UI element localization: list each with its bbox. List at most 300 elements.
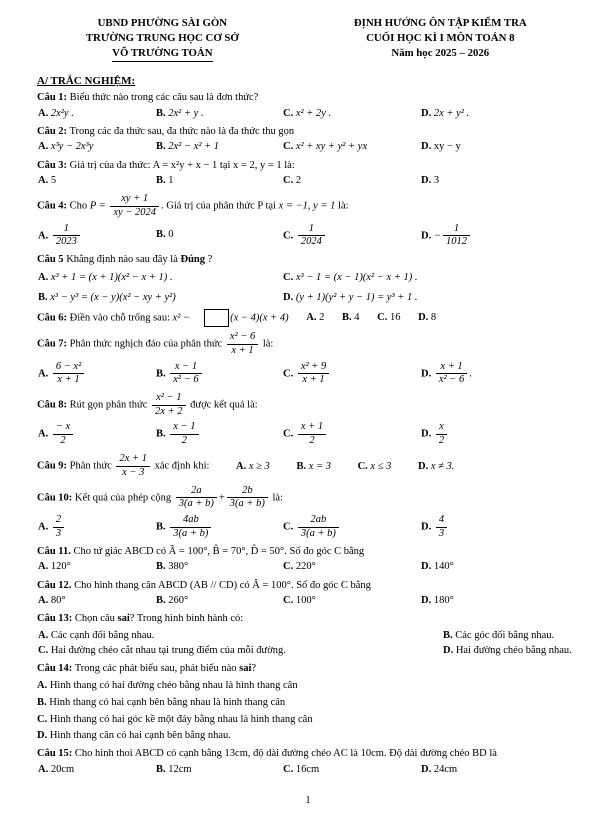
q14-option-d-label: D. xyxy=(37,730,48,742)
question-4-math-1: P = xyxy=(89,200,106,212)
fraction-numerator: x² − 6 xyxy=(227,331,258,345)
question-11-label: Câu 11. xyxy=(37,545,71,557)
question-7-label: Câu 7: xyxy=(37,338,68,350)
q8-option-d-fraction xyxy=(436,421,447,447)
q4-option-c xyxy=(283,222,421,250)
q4-option-d-label: D. xyxy=(421,230,432,242)
q2-option-d xyxy=(421,140,582,155)
q13-option-c-value: Hai đường chéo cắt nhau tại trung điểm của mỗi đường. xyxy=(50,645,286,657)
header-school-name xyxy=(37,46,288,62)
q8-option-c-label: C. xyxy=(283,428,294,440)
q3-option-c-value: 2 xyxy=(295,175,302,187)
q5-option-c xyxy=(283,271,582,286)
question-13-text-2: ? Trong hình bình hành có: xyxy=(129,613,244,625)
q4-option-c-label: C. xyxy=(283,230,294,242)
q13-option-d-label: D. xyxy=(443,645,454,657)
q3-option-d-value: 3 xyxy=(433,175,440,187)
question-13 xyxy=(37,612,582,627)
question-11 xyxy=(37,545,582,560)
fraction-denominator: xy − 2024 xyxy=(113,207,157,219)
question-13-emphasis: sai xyxy=(117,613,130,625)
q11-option-c xyxy=(283,560,421,575)
q12-option-c-value: 100° xyxy=(295,595,316,607)
q5-option-b-label: B. xyxy=(38,291,48,303)
question-14-emphasis: sai xyxy=(239,663,252,675)
question-10-text-2: là: xyxy=(269,492,283,504)
q2-option-a-value: x³y − 2x³y xyxy=(50,141,94,153)
question-5-emphasis: Đúng xyxy=(180,254,206,266)
q8-option-d xyxy=(421,420,582,448)
q15-option-d xyxy=(421,763,582,778)
question-7-text-2: là: xyxy=(260,338,274,350)
question-6-math-1: x² − xyxy=(172,312,191,324)
q1-option-a-label: A. xyxy=(38,107,49,119)
q12-option-b-label: B. xyxy=(156,595,166,607)
q2-option-b-value: 2x² − x² + 1 xyxy=(168,141,220,153)
question-9-fraction xyxy=(116,453,150,479)
question-3-text: Giá trị của đa thức: A = x²y + x − 1 tại x = 2, y = 1 là: xyxy=(69,159,295,171)
q1-option-c-value: x² + 2y . xyxy=(295,107,332,119)
q2-option-d-label: D. xyxy=(421,141,432,153)
question-9-text-1: Phân thức xyxy=(69,460,115,472)
q9-option-b-value: x = 3 xyxy=(308,460,331,472)
q1-option-b-value: 2x² + y . xyxy=(168,107,204,119)
q4-option-a xyxy=(38,222,156,250)
q13-option-b xyxy=(443,628,582,643)
question-4-label: Câu 4: xyxy=(37,200,68,212)
q15-option-b-value: 12cm xyxy=(168,763,192,775)
header-school-year: Năm học 2025 – 2026 xyxy=(391,47,490,60)
q2-option-d-value: xy − y xyxy=(433,141,461,153)
q5-option-b xyxy=(38,291,283,306)
q14-option-b-value: Hình thang có hai cạnh bên bằng nhau là hình thang cân xyxy=(49,696,286,708)
question-7-options xyxy=(38,360,582,388)
fraction-denominator: 3(a + b) xyxy=(173,527,209,539)
q5-option-b-value: x³ − y³ = (x − y)(x² − xy + y²) xyxy=(50,291,176,303)
fraction-numerator: x xyxy=(436,421,447,435)
q15-option-d-label: D. xyxy=(421,763,432,775)
q3-option-c xyxy=(283,174,421,189)
q10-option-c-fraction xyxy=(298,514,339,540)
question-13-options xyxy=(38,628,582,658)
question-5-label: Câu 5 xyxy=(37,254,64,266)
question-5 xyxy=(37,253,582,268)
question-8-options xyxy=(38,420,582,448)
question-13-label: Câu 13: xyxy=(37,613,73,625)
fraction-numerator: 2a xyxy=(176,485,217,499)
question-15-options xyxy=(38,763,582,778)
page-number: 1 xyxy=(305,795,311,806)
question-12-options xyxy=(38,594,582,609)
q2-option-b-label: B. xyxy=(156,141,166,153)
q8-option-a-fraction xyxy=(53,421,73,447)
question-10-label: Câu 10: xyxy=(37,492,73,504)
question-7 xyxy=(37,330,582,358)
q15-option-c xyxy=(283,763,421,778)
q3-option-b xyxy=(156,174,283,189)
fraction-denominator: x² − 6 xyxy=(438,374,465,386)
question-3 xyxy=(37,159,582,174)
q6-option-c-value: 16 xyxy=(389,312,401,324)
q14-option-a xyxy=(37,678,582,693)
q5-option-c-value: x³ − 1 = (x − 1)(x² − x + 1) . xyxy=(295,272,418,284)
q7-option-d xyxy=(421,360,582,388)
q11-option-a xyxy=(38,560,156,575)
q3-option-b-label: B. xyxy=(156,175,166,187)
q11-option-b xyxy=(156,560,283,575)
question-13-text-1: Chọn câu xyxy=(74,613,118,625)
q2-option-a-label: A. xyxy=(38,141,49,153)
q3-option-a-value: 5 xyxy=(50,175,57,187)
question-12 xyxy=(37,579,582,594)
q1-option-d-label: D. xyxy=(421,107,432,119)
question-1-options xyxy=(38,107,582,122)
q6-option-d-label: D. xyxy=(418,312,429,324)
question-4-text-3: là: xyxy=(335,200,349,212)
q9-option-b xyxy=(296,461,331,472)
q6-option-b-value: 4 xyxy=(354,312,360,324)
q11-option-a-label: A. xyxy=(38,561,49,573)
q1-option-d-value: 2x + y² . xyxy=(433,107,470,119)
q14-option-a-value: Hình thang có hai đường chéo bằng nhau là hình thang cân xyxy=(49,680,298,692)
fraction-numerator: x − 1 xyxy=(170,361,201,375)
header-school-block xyxy=(37,16,288,62)
q10-option-a-fraction xyxy=(53,514,64,540)
question-11-options xyxy=(38,560,582,575)
question-8 xyxy=(37,391,582,419)
q4-option-b-label: B. xyxy=(156,229,166,241)
q11-option-c-value: 220° xyxy=(295,561,316,573)
q13-option-a xyxy=(38,628,443,643)
question-9 xyxy=(37,452,582,480)
q4-option-b-value: 0 xyxy=(168,229,174,241)
q15-option-b-label: B. xyxy=(156,763,166,775)
q10-option-a-label: A. xyxy=(38,521,49,533)
q8-option-b-label: B. xyxy=(156,428,166,440)
question-1 xyxy=(37,91,582,106)
fraction-numerator: 4 xyxy=(436,514,447,528)
q6-option-d xyxy=(418,312,436,323)
q14-option-d-value: Hình thang cân có hai cạnh bên bằng nhau. xyxy=(49,730,231,742)
question-1-text: Biểu thức nào trong các câu sau là đơn thức? xyxy=(69,91,259,103)
fraction-numerator: 1 xyxy=(53,223,80,237)
question-5-text-1: Khẳng định nào sau đây là xyxy=(66,254,181,266)
q2-option-c-label: C. xyxy=(283,141,294,153)
q14-option-a-label: A. xyxy=(37,680,48,692)
q10-option-d-label: D. xyxy=(421,521,432,533)
q13-option-b-label: B. xyxy=(443,630,453,642)
q11-option-b-label: B. xyxy=(156,561,166,573)
q6-option-a-value: 2 xyxy=(319,312,325,324)
q15-option-c-label: C. xyxy=(283,763,294,775)
fraction-denominator: x − 3 xyxy=(122,466,145,478)
q10-option-b xyxy=(156,513,283,541)
header-exam-title: ĐỊNH HƯỚNG ÔN TẬP KIỂM TRA xyxy=(353,17,527,29)
q3-option-a xyxy=(38,174,156,189)
q13-option-d-value: Hai đường chéo bằng nhau. xyxy=(455,645,572,657)
question-12-label: Câu 12. xyxy=(37,579,72,591)
q5-option-c-label: C. xyxy=(283,272,294,284)
question-15 xyxy=(37,747,582,762)
q12-option-c xyxy=(283,594,421,609)
q8-option-b-fraction xyxy=(170,421,198,447)
header-school-name-text: VÕ TRƯỜNG TOẢN xyxy=(112,46,212,62)
q13-option-c xyxy=(38,643,443,658)
q4-option-b xyxy=(156,228,283,243)
fraction-numerator: x² − 1 xyxy=(152,392,186,406)
q7-option-b-label: B. xyxy=(156,368,166,380)
q13-option-a-label: A. xyxy=(38,630,49,642)
q15-option-a-label: A. xyxy=(38,763,49,775)
q6-option-c xyxy=(377,312,400,323)
q10-option-c xyxy=(283,513,421,541)
question-7-text-1: Phân thức nghịch đảo của phân thức xyxy=(69,338,225,350)
question-14-label: Câu 14: xyxy=(37,663,73,675)
header-exam-subject: CUỐI HỌC KÌ I MÔN TOÁN 8 xyxy=(366,32,515,45)
q7-option-d-fraction xyxy=(436,361,467,387)
fraction-denominator: 2 xyxy=(309,435,315,447)
q7-option-b xyxy=(156,360,283,388)
question-6-math-2: (x − 4)(x + 4) xyxy=(230,312,289,324)
q12-option-b xyxy=(156,594,283,609)
question-6-label: Câu 6: xyxy=(37,312,68,324)
question-5-text-2: ? xyxy=(205,254,213,266)
q9-option-d xyxy=(418,461,454,472)
question-4-options xyxy=(38,222,582,250)
fraction-denominator: 2024 xyxy=(300,236,322,248)
q11-option-a-value: 120° xyxy=(50,561,71,573)
q3-option-b-value: 1 xyxy=(168,175,174,187)
q7-option-c-label: C. xyxy=(283,368,294,380)
question-10-options xyxy=(38,513,582,541)
q15-option-b xyxy=(156,763,283,778)
q15-option-c-value: 16cm xyxy=(295,763,320,775)
q7-option-c xyxy=(283,360,421,388)
q5-option-a-label: A. xyxy=(38,272,49,284)
question-1-label: Câu 1: xyxy=(37,91,68,103)
q7-option-d-suffix: . xyxy=(469,368,472,380)
q5-option-d xyxy=(283,291,582,306)
question-7-fraction xyxy=(227,331,258,357)
q1-option-c-label: C. xyxy=(283,107,294,119)
fraction-denominator: 3(a + b) xyxy=(300,527,336,539)
q14-option-b-label: B. xyxy=(37,696,47,708)
q2-option-c xyxy=(283,140,421,155)
fraction-numerator: x² + 9 xyxy=(298,361,329,375)
question-9-label: Câu 9: xyxy=(37,460,68,472)
q1-option-c xyxy=(283,107,421,122)
q8-option-a-label: A. xyxy=(38,428,49,440)
q5-option-d-label: D. xyxy=(283,291,294,303)
section-title-text: A/ TRẮC NGHIỆM: xyxy=(37,75,136,88)
question-14-text-1: Trong các phát biểu sau, phát biểu nào xyxy=(74,663,240,675)
question-4 xyxy=(37,192,582,220)
q15-option-d-value: 24cm xyxy=(433,763,458,775)
fraction-numerator: 4ab xyxy=(170,514,211,528)
q13-option-d xyxy=(443,643,582,658)
q10-option-b-fraction xyxy=(170,514,211,540)
q14-option-b xyxy=(37,695,582,710)
q8-option-c xyxy=(283,420,421,448)
fraction-denominator: 3(a + b) xyxy=(178,498,214,510)
question-2 xyxy=(37,125,582,140)
question-15-text: Cho hình thoi ABCD có cạnh bằng 13cm, độ dài đường chéo AC là 10cm. Độ dài đường chéo BD là xyxy=(74,748,497,760)
q7-option-a-fraction xyxy=(53,361,84,387)
fraction-denominator: 3(a + b) xyxy=(229,498,265,510)
fraction-numerator: x + 1 xyxy=(436,361,467,375)
q13-option-b-value: Các góc đối bằng nhau. xyxy=(455,630,555,642)
q11-option-d-label: D. xyxy=(421,561,432,573)
header-ward-name: UBND PHƯỜNG SÀI GÒN xyxy=(97,17,228,29)
q13-option-a-value: Các cạnh đối bằng nhau. xyxy=(50,630,155,642)
q12-option-d-label: D. xyxy=(421,595,432,607)
q12-option-d-value: 180° xyxy=(433,595,454,607)
question-3-options xyxy=(38,174,582,189)
question-2-label: Câu 2: xyxy=(37,125,68,137)
q1-option-b xyxy=(156,107,283,122)
question-11-text: Cho tứ giác ABCD có Â = 100°, B̂ = 70°, D̂ = 50°. Số đo góc C bằng xyxy=(73,545,365,557)
q10-option-d-fraction xyxy=(436,514,447,540)
fraction-denominator: 1012 xyxy=(445,236,467,248)
q12-option-d xyxy=(421,594,582,609)
question-2-text: Trong các đa thức sau, đa thức nào là đa thức thu gọn xyxy=(69,125,295,137)
fraction-numerator: 2 xyxy=(53,514,64,528)
question-3-label: Câu 3: xyxy=(37,159,68,171)
q12-option-b-value: 260° xyxy=(168,595,189,607)
fraction-numerator: xy + 1 xyxy=(110,193,159,207)
q8-option-b xyxy=(156,420,283,448)
q7-option-a-label: A. xyxy=(38,368,49,380)
q5-option-a-value: x³ + 1 = (x + 1)(x² − x + 1) . xyxy=(50,272,173,284)
question-8-text-2: được kết quả là: xyxy=(187,399,258,411)
q14-option-c-label: C. xyxy=(37,713,48,725)
q6-option-a xyxy=(306,312,324,323)
fraction-numerator: 2ab xyxy=(298,514,339,528)
q9-option-d-value: x ≠ 3. xyxy=(430,460,455,472)
fraction-denominator: 3 xyxy=(438,527,445,539)
q9-option-b-label: B. xyxy=(296,460,307,472)
question-12-text: Cho hình thang cân ABCD (AB // CD) có Â = 100°. Số đo góc C bằng xyxy=(74,579,371,591)
q6-option-b xyxy=(342,312,360,323)
fraction-numerator: x + 1 xyxy=(298,421,326,435)
question-8-fraction xyxy=(152,392,186,418)
question-4-text-1: Cho xyxy=(69,200,90,212)
q3-option-d-label: D. xyxy=(421,175,432,187)
q15-option-a-value: 20cm xyxy=(50,763,75,775)
q6-option-b-label: B. xyxy=(341,312,352,324)
q11-option-b-value: 380° xyxy=(168,561,189,573)
fraction-denominator: x + 1 xyxy=(302,374,325,386)
q8-option-c-fraction xyxy=(298,421,326,447)
q2-option-a xyxy=(38,140,156,155)
question-8-text-1: Rút gọn phân thức xyxy=(69,399,151,411)
question-9-text-2: xác định khi: xyxy=(151,460,210,472)
q11-option-c-label: C. xyxy=(283,561,294,573)
fraction-numerator: − x xyxy=(53,421,73,435)
q8-option-a xyxy=(38,420,156,448)
q9-option-c-label: C. xyxy=(357,460,368,472)
q11-option-d-value: 140° xyxy=(433,561,454,573)
q14-option-d xyxy=(37,728,582,743)
section-title xyxy=(37,75,582,87)
q1-option-a-value: 2x²y . xyxy=(50,107,74,119)
q4-option-d-fraction xyxy=(443,223,470,249)
q12-option-c-label: C. xyxy=(283,595,294,607)
fill-in-blank-box xyxy=(204,309,229,327)
q14-option-c xyxy=(37,712,582,727)
q3-option-c-label: C. xyxy=(283,175,294,187)
question-5-options xyxy=(38,271,582,305)
question-2-options xyxy=(38,140,582,155)
fraction-numerator: 2x + 1 xyxy=(116,453,150,467)
fraction-numerator: x − 1 xyxy=(170,421,198,435)
q12-option-a-value: 80° xyxy=(50,595,66,607)
q10-option-b-label: B. xyxy=(156,521,166,533)
q10-option-d xyxy=(421,513,582,541)
fraction-numerator: 6 − x² xyxy=(53,361,84,375)
q9-option-c xyxy=(358,461,392,472)
question-4-math-2: x = −1, y = 1 xyxy=(278,200,336,212)
q6-option-a-label: A. xyxy=(306,312,317,324)
document-header xyxy=(37,16,582,62)
fraction-denominator: 2x + 2 xyxy=(155,405,183,417)
q1-option-b-label: B. xyxy=(156,107,166,119)
question-4-text-2: . Giá trị của phân thức P tại xyxy=(161,200,279,212)
question-14-text-2: ? xyxy=(251,663,257,675)
q10-option-a xyxy=(38,513,156,541)
q5-option-d-value: (y + 1)(y² + y − 1) = y³ + 1 . xyxy=(295,291,418,303)
question-10-text-1: Kết quả của phép cộng xyxy=(74,492,174,504)
fraction-denominator: 3 xyxy=(55,527,62,539)
question-10-plus-sign: + xyxy=(218,492,225,504)
fraction-numerator: 2b xyxy=(227,485,268,499)
q7-option-b-fraction xyxy=(170,361,201,387)
q9-option-a-value: x ≥ 3 xyxy=(248,460,270,472)
q12-option-a xyxy=(38,594,156,609)
question-10-fraction-1 xyxy=(176,485,217,511)
q9-option-c-value: x ≤ 3 xyxy=(370,460,392,472)
q4-option-c-fraction xyxy=(298,223,325,249)
q2-option-b xyxy=(156,140,283,155)
fraction-denominator: 2023 xyxy=(55,236,77,248)
q4-option-d-sign: − xyxy=(433,230,441,242)
question-15-label: Câu 15: xyxy=(37,748,73,760)
fraction-denominator: 2 xyxy=(438,435,445,447)
q4-option-a-fraction xyxy=(53,223,80,249)
q2-option-c-value: x² + xy + y² + yx xyxy=(295,141,368,153)
question-10-fraction-2 xyxy=(227,485,268,511)
q9-option-d-label: D. xyxy=(417,460,429,472)
fraction-denominator: 2 xyxy=(60,435,66,447)
q1-option-d xyxy=(421,107,582,122)
fraction-denominator: x² − 6 xyxy=(173,374,199,386)
q8-option-d-label: D. xyxy=(421,428,432,440)
q7-option-c-fraction xyxy=(298,361,329,387)
q3-option-d xyxy=(421,174,582,189)
q1-option-a xyxy=(38,107,156,122)
q15-option-a xyxy=(38,763,156,778)
fraction-denominator: x + 1 xyxy=(231,344,254,356)
q9-option-a xyxy=(236,461,270,472)
fraction-numerator: 1 xyxy=(298,223,325,237)
q12-option-a-label: A. xyxy=(38,595,49,607)
fraction-numerator: 1 xyxy=(443,223,470,237)
q11-option-d xyxy=(421,560,582,575)
question-10 xyxy=(37,484,582,512)
header-exam-block xyxy=(299,16,582,62)
q6-option-c-label: C. xyxy=(377,312,388,324)
q9-option-a-label: A. xyxy=(236,460,247,472)
